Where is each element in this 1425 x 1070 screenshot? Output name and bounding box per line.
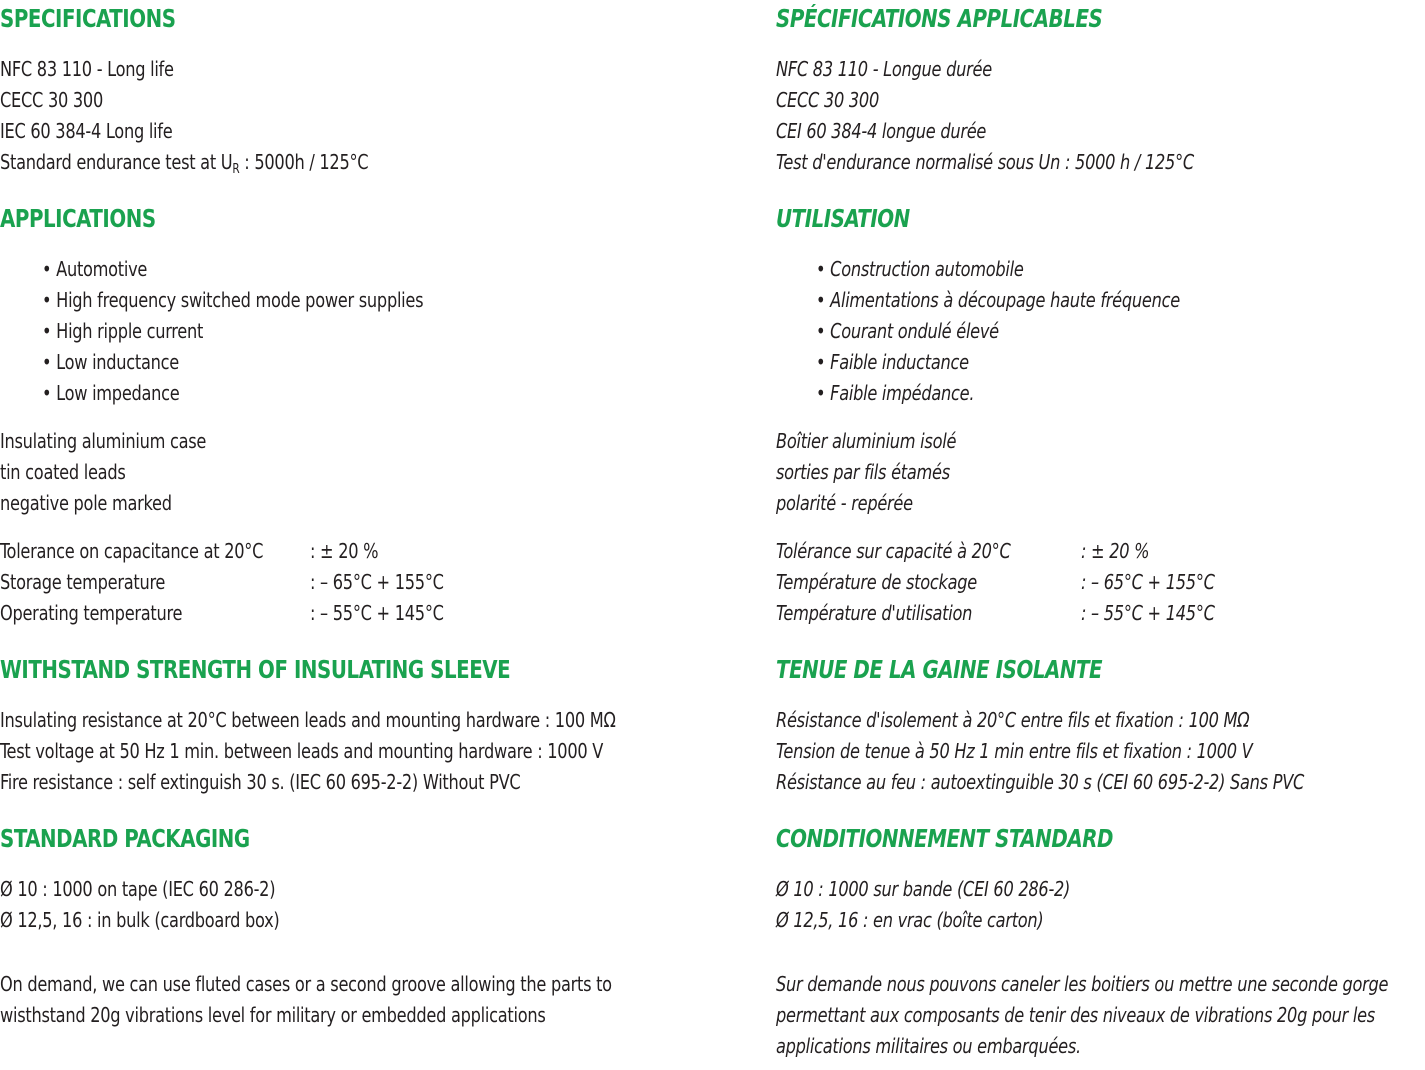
packaging-line: Ø 12,5, 16 : en vrac (boîte carton) <box>776 908 1044 932</box>
endurance-test-line <box>0 149 368 175</box>
case-line: negative pole marked <box>0 491 172 515</box>
rating-label: Température d'utilisation <box>776 601 973 625</box>
note-line: permettant aux composants de tenir des niveaux de vibrations 20g pour les <box>776 1003 1375 1027</box>
spec-line: NFC 83 110 - Long life <box>0 57 174 81</box>
note-line: Sur demande nous pouvons caneler les boitiers ou mettre une seconde gorge <box>776 972 1389 996</box>
application-bullet: • Faible impédance. <box>816 381 975 405</box>
spec-line: IEC 60 384-4 Long life <box>0 119 173 143</box>
application-bullet: • Courant ondulé élevé <box>816 319 999 343</box>
rating-value: : – 65°C + 155°C <box>310 570 444 594</box>
packaging-line: Ø 10 : 1000 sur bande (CEI 60 286-2) <box>776 877 1071 901</box>
endurance-suffix: : 5000h / 125°C <box>239 150 369 174</box>
withstand-line: Résistance au feu : autoextinguible 30 s (CEI 60 695-2-2) Sans PVC <box>776 770 1305 794</box>
case-line: Boîtier aluminium isolé <box>776 429 957 453</box>
rating-value: : – 55°C + 145°C <box>310 601 444 625</box>
withstand-line: Fire resistance : self extinguish 30 s. (IEC 60 695-2-2) Without PVC <box>0 770 521 794</box>
note-line: wisthstand 20g vibrations level for military or embedded applications <box>0 1003 546 1027</box>
spec-line: Test d'endurance normalisé sous Un : 5000 h / 125°C <box>776 150 1194 174</box>
packaging-line: Ø 12,5, 16 : in bulk (cardboard box) <box>0 908 280 932</box>
applications-heading: APPLICATIONS <box>0 204 156 233</box>
rating-value: : ± 20 % <box>1081 539 1150 563</box>
endurance-prefix: Standard endurance test at U <box>0 150 233 174</box>
application-bullet: • Automotive <box>42 257 148 281</box>
withstand-line: Résistance d'isolement à 20°C entre fils et fixation : 100 MΩ <box>776 708 1250 732</box>
case-line: polarité - repérée <box>776 491 913 515</box>
withstand-line: Test voltage at 50 Hz 1 min. between leads and mounting hardware : 1000 V <box>0 739 604 763</box>
rating-label: Tolerance on capacitance at 20°C <box>0 539 264 563</box>
endurance-subscript: R <box>232 162 240 177</box>
spec-line: CECC 30 300 <box>0 88 103 112</box>
spec-line: NFC 83 110 - Longue durée <box>776 57 992 81</box>
rating-label: Tolérance sur capacité à 20°C <box>776 539 1011 563</box>
application-bullet: • Low impedance <box>42 381 180 405</box>
specifications-heading: SPÉCIFICATIONS APPLICABLES <box>776 4 1103 33</box>
case-line: tin coated leads <box>0 460 126 484</box>
application-bullet: • Low inductance <box>42 350 179 374</box>
withstand-heading: TENUE DE LA GAINE ISOLANTE <box>776 655 1103 684</box>
note-line: applications militaires ou embarquées. <box>776 1034 1081 1058</box>
case-line: sorties par fils étamés <box>776 460 950 484</box>
packaging-heading: CONDITIONNEMENT STANDARD <box>776 824 1114 853</box>
application-bullet: • Alimentations à découpage haute fréquence <box>816 288 1180 312</box>
specifications-heading: SPECIFICATIONS <box>0 4 176 33</box>
application-bullet: • High frequency switched mode power supplies <box>42 288 424 312</box>
rating-value: : – 65°C + 155°C <box>1081 570 1215 594</box>
case-line: Insulating aluminium case <box>0 429 207 453</box>
note-line: On demand, we can use fluted cases or a second groove allowing the parts to <box>0 972 612 996</box>
spec-line: CEI 60 384-4 longue durée <box>776 119 987 143</box>
rating-label: Storage temperature <box>0 570 166 594</box>
withstand-heading: WITHSTAND STRENGTH OF INSULATING SLEEVE <box>0 655 511 684</box>
rating-value: : – 55°C + 145°C <box>1081 601 1215 625</box>
application-bullet: • Faible inductance <box>816 350 969 374</box>
rating-value: : ± 20 % <box>310 539 379 563</box>
rating-label: Température de stockage <box>776 570 977 594</box>
applications-heading: UTILISATION <box>776 204 910 233</box>
withstand-line: Insulating resistance at 20°C between leads and mounting hardware : 100 MΩ <box>0 708 616 732</box>
spec-line: CECC 30 300 <box>776 88 879 112</box>
withstand-line: Tension de tenue à 50 Hz 1 min entre fils et fixation : 1000 V <box>776 739 1253 763</box>
application-bullet: • High ripple current <box>42 319 204 343</box>
application-bullet: • Construction automobile <box>816 257 1024 281</box>
packaging-heading: STANDARD PACKAGING <box>0 824 250 853</box>
packaging-line: Ø 10 : 1000 on tape (IEC 60 286-2) <box>0 877 276 901</box>
rating-label: Operating temperature <box>0 601 183 625</box>
